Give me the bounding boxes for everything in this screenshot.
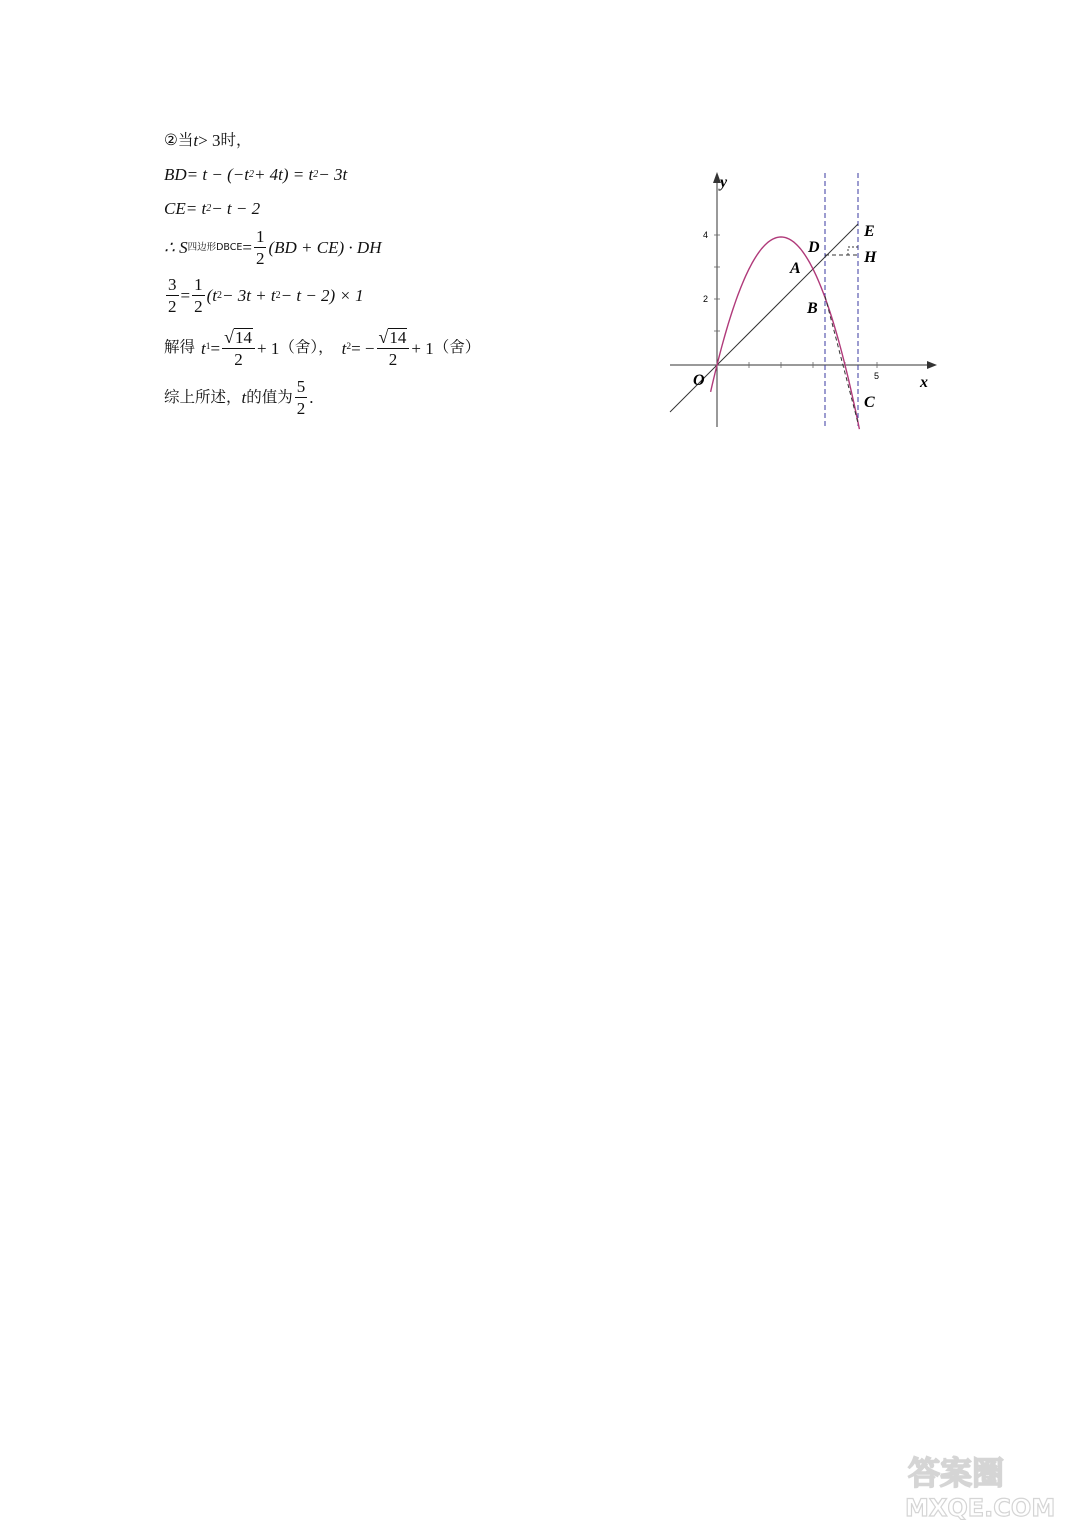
bd-expr3: − 3t bbox=[318, 165, 348, 184]
point-a-label: A bbox=[790, 260, 801, 277]
half-fraction bbox=[254, 228, 267, 267]
t2-sub: 2 bbox=[346, 342, 352, 353]
bd-expr1: = t − (−t bbox=[186, 165, 249, 184]
t1-reject: （舍）， bbox=[279, 338, 334, 357]
origin-label: O bbox=[693, 372, 705, 389]
case-cond: > 3 bbox=[198, 131, 221, 150]
t1-fraction bbox=[222, 328, 255, 368]
bd-exp: 2 bbox=[248, 168, 254, 180]
ce-expr1: = t bbox=[185, 199, 207, 218]
sqrt-value-b: 14 bbox=[389, 328, 407, 347]
x-axis-label: x bbox=[920, 374, 928, 391]
half-num-2: 1 bbox=[194, 275, 203, 294]
y-tick-4-label: 4 bbox=[703, 230, 709, 240]
y-axis-label: y bbox=[720, 174, 728, 191]
bd-lhs: BD bbox=[164, 165, 187, 184]
sqrt-value: 14 bbox=[234, 328, 252, 347]
bd-expr2: + 4t) = t bbox=[253, 165, 314, 184]
t2-fraction bbox=[377, 328, 410, 368]
answer-den: 2 bbox=[296, 399, 306, 418]
ce-expr2: − t − 2 bbox=[211, 199, 261, 218]
watermark-logo bbox=[900, 1450, 1070, 1520]
area-therefore: ∴ S bbox=[164, 238, 188, 257]
half-den: 2 bbox=[255, 249, 265, 268]
t2-var: t bbox=[341, 338, 347, 358]
case-var: t bbox=[193, 131, 199, 150]
half-den-2: 2 bbox=[194, 297, 203, 316]
t2-num bbox=[377, 328, 410, 349]
eq-exp1: 2 bbox=[216, 289, 222, 301]
t1-sub: 1 bbox=[205, 342, 211, 353]
t1-eq: = bbox=[210, 338, 221, 358]
eq-exp2: 2 bbox=[275, 289, 281, 301]
watermark-top: 答案圈 bbox=[908, 1454, 1005, 1492]
case-marker: ②当 bbox=[164, 130, 194, 149]
conclusion-mid: 的值为 bbox=[246, 387, 293, 406]
case-tail: 时， bbox=[220, 130, 252, 149]
eq-rest2: − 3t + t bbox=[221, 286, 276, 305]
coordinate-graph bbox=[665, 165, 945, 430]
sqrt-14: √ 14 bbox=[224, 327, 252, 347]
conclusion-var: t bbox=[241, 388, 247, 407]
eq-mid: = bbox=[180, 286, 191, 305]
half-num: 1 bbox=[255, 227, 265, 246]
conclusion-line bbox=[164, 378, 314, 417]
point-e-label: E bbox=[864, 223, 875, 240]
t1-num bbox=[222, 328, 255, 349]
conclusion-period: . bbox=[309, 388, 314, 407]
eq-den: 2 bbox=[168, 297, 177, 316]
t1-plus: + 1 bbox=[256, 338, 280, 358]
area-eq: = bbox=[242, 238, 252, 257]
eq-num: 3 bbox=[168, 275, 177, 294]
value-equation bbox=[164, 276, 364, 315]
area-subscript: 四边形DBCE bbox=[187, 241, 243, 253]
ce-lhs: CE bbox=[164, 199, 186, 218]
point-h-label: H bbox=[864, 249, 877, 266]
half-fraction-2 bbox=[192, 276, 205, 315]
answer-fraction bbox=[295, 378, 308, 417]
t2-plus: + 1 bbox=[411, 338, 434, 358]
area-equation bbox=[164, 228, 381, 267]
eq-rest3: − t − 2) × 1 bbox=[280, 286, 364, 305]
conclusion-start: 综上所述， bbox=[164, 387, 242, 406]
right-angle-mark bbox=[848, 247, 858, 255]
solve-label: 解得 bbox=[164, 338, 196, 357]
bd-equation bbox=[164, 166, 347, 183]
segment-bc bbox=[825, 296, 858, 423]
bd-exp2: 2 bbox=[313, 168, 319, 180]
answer-num: 5 bbox=[296, 377, 306, 396]
t2-minus: = − bbox=[351, 338, 375, 358]
t1-den: 2 bbox=[234, 350, 243, 369]
sqrt-14-b: √ 14 bbox=[378, 327, 407, 347]
solve-line bbox=[164, 328, 480, 368]
area-rest: (BD + CE) · DH bbox=[268, 238, 382, 257]
y-tick-2-label: 2 bbox=[703, 294, 709, 304]
x-axis-arrow bbox=[927, 361, 937, 369]
x-tick-5-label: 5 bbox=[874, 371, 880, 381]
t2-reject: （舍） bbox=[433, 338, 481, 357]
point-c-label: C bbox=[864, 394, 875, 411]
parabola-curve bbox=[711, 237, 860, 429]
t2-den: 2 bbox=[388, 350, 398, 369]
eq-rest1: (t bbox=[206, 286, 217, 305]
watermark-bottom: MXQE.COM bbox=[905, 1494, 1056, 1520]
three-halves bbox=[166, 276, 179, 315]
ce-equation bbox=[164, 200, 260, 217]
point-d-label: D bbox=[808, 239, 820, 256]
case-line bbox=[164, 132, 252, 149]
t1-var: t bbox=[201, 338, 206, 358]
ce-exp: 2 bbox=[206, 202, 212, 214]
point-b-label: B bbox=[807, 300, 818, 317]
